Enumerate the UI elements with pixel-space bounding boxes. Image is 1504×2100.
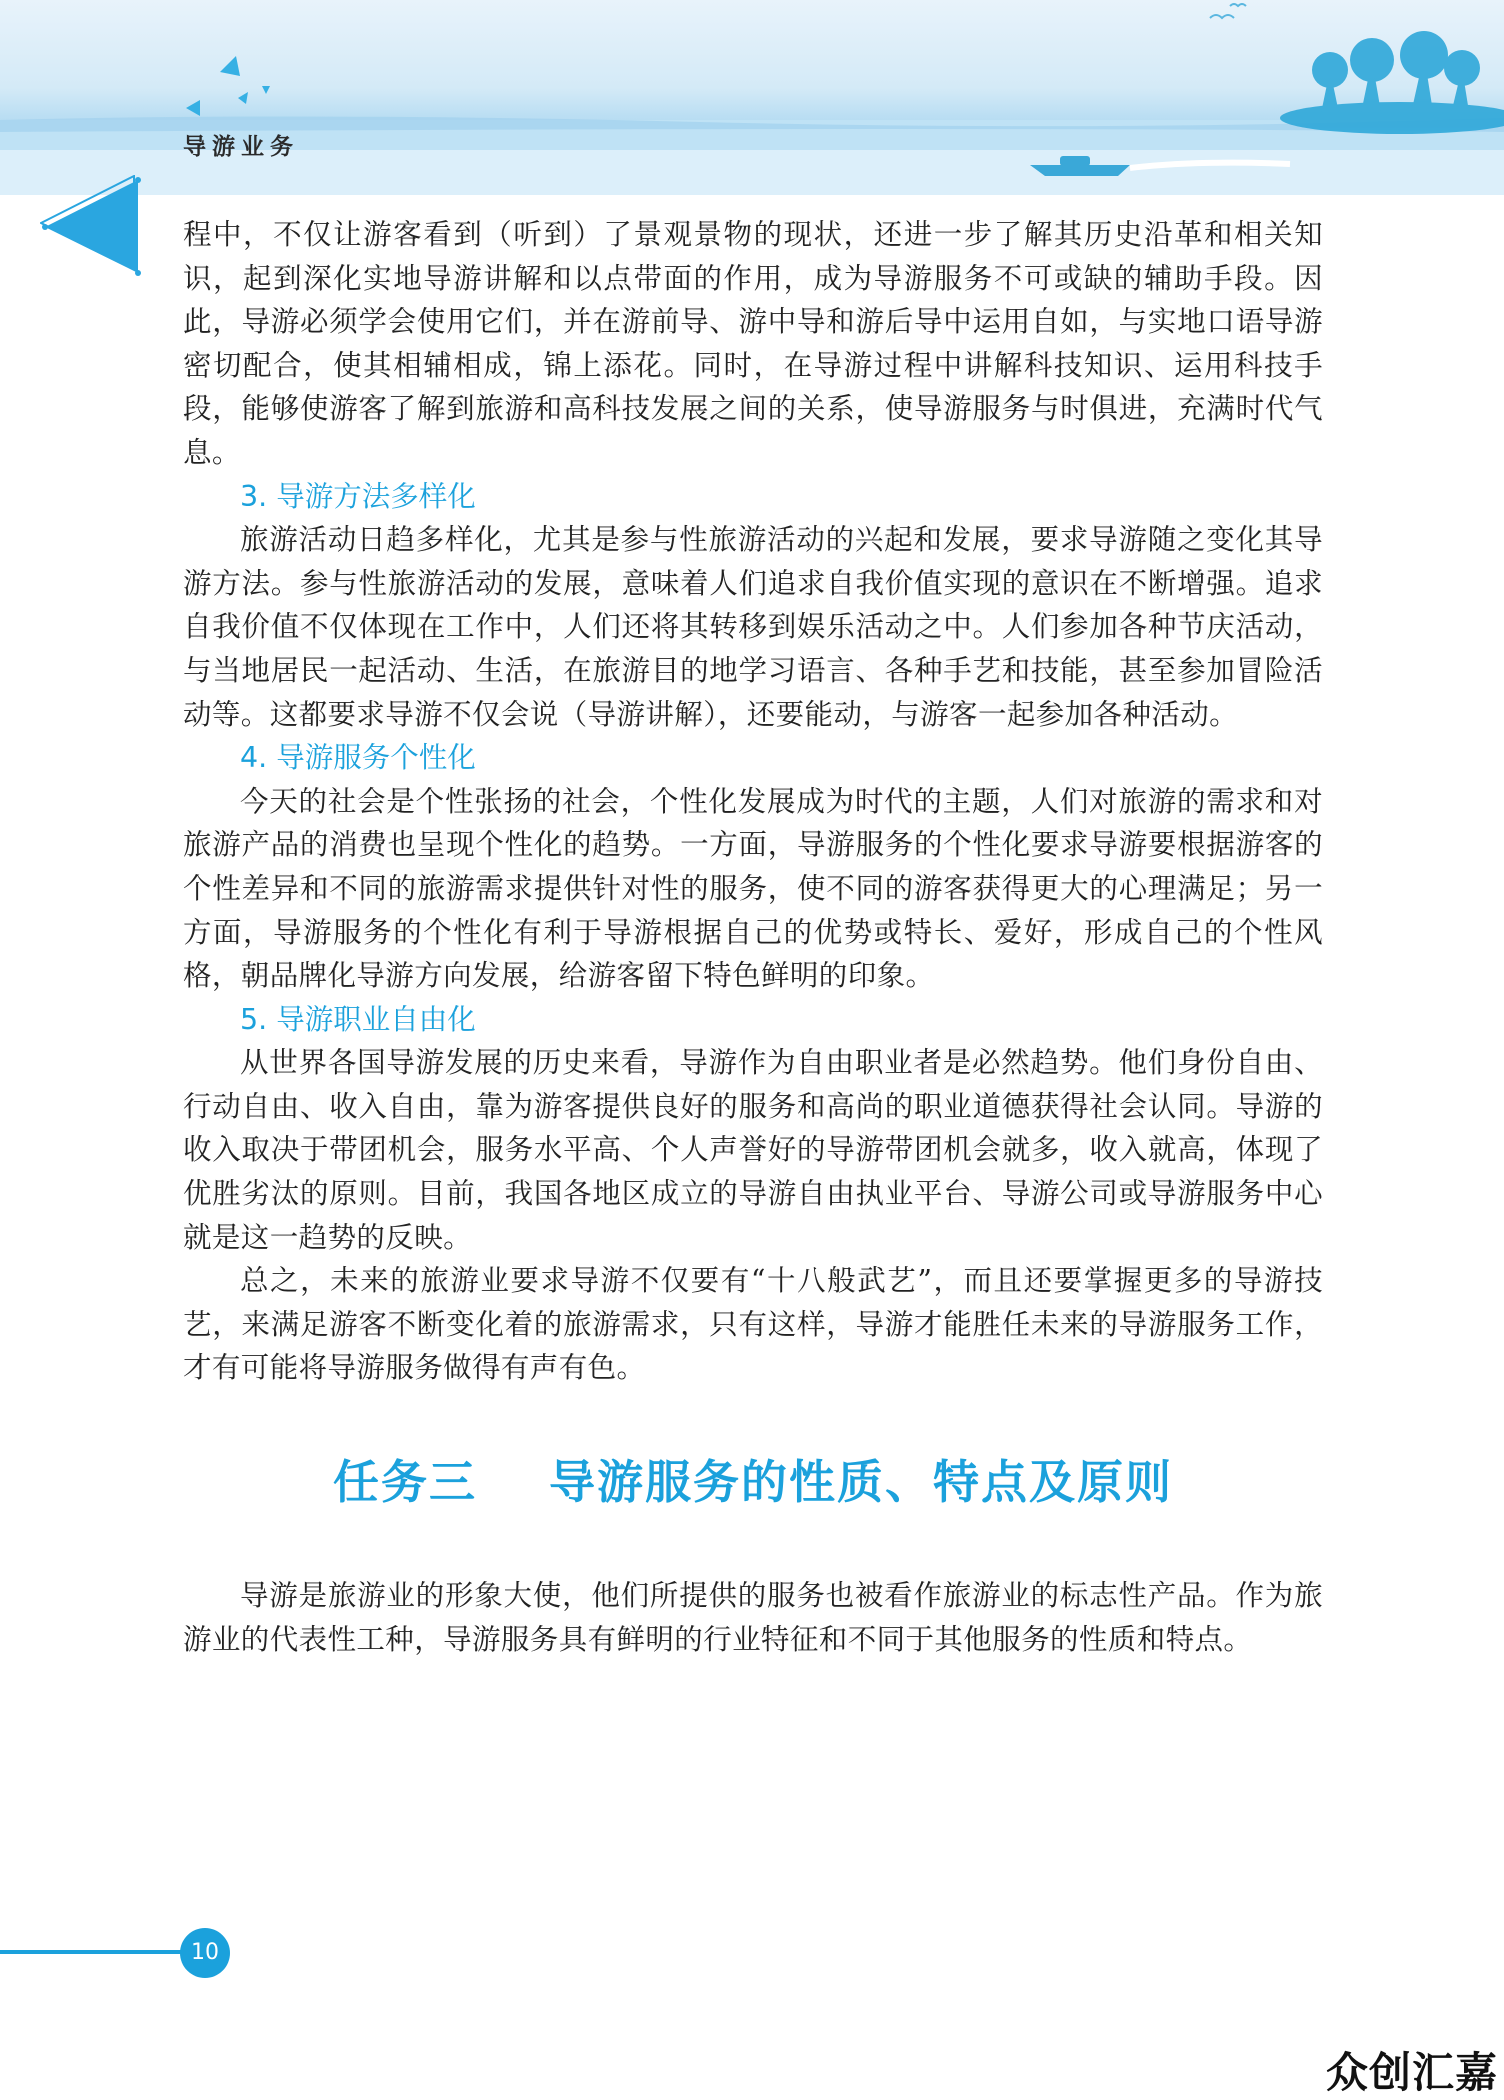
paragraph-continued: 程中，不仅让游客看到（听到）了景观景物的现状，还进一步了解其历史沿革和相关知识，起到深化实地导游讲解和以点带面的作用，成为导游服务不可或缺的辅助手段。因此，导游必须学会使用它们，并在游前导、游中导和游后导中运用自如，与实地口语导游密切配合，使其相辅相成，锦上添花。同时，在导游过程中讲解科技知识、运用科技手段，能够使游客了解到旅游和高科技发展之间的关系，使导游服务与时俱进，充满时代气息。 [183, 218, 1323, 469]
watermark: 众创汇嘉 [1325, 2048, 1498, 2097]
page-header-banner [0, 0, 1504, 195]
section-heading-personalization: 4. 导游服务个性化 [240, 741, 476, 775]
paragraph: 从世界各国导游发展的历史来看，导游作为自由职业者是必然趋势。他们身份自由、行动自由、收入自由，靠为游客提供良好的服务和高尚的职业道德获得社会认同。导游的收入取决于带团机会，服务水平高、个人声誉好的导游带团机会就多，收入就高，体现了优胜劣汰的原则。目前，我国各地区成立的导游自由执业平台、导游公司或导游服务中心就是这一趋势的反映。 [183, 1046, 1323, 1254]
paragraph: 今天的社会是个性张扬的社会，个性化发展成为时代的主题，人们对旅游的需求和对旅游产品的消费也呈现个性化的趋势。一方面，导游服务的个性化要求导游要根据游客的个性差异和不同的旅游需求提供针对性的服务，使不同的游客获得更大的心理满足；另一方面，导游服务的个性化有利于导游根据自己的优势或特长、爱好，形成自己的个性风格，朝品牌化导游方向发展，给游客留下特色鲜明的印象。 [183, 784, 1323, 993]
seascape-illustration [0, 0, 1504, 195]
island-palm-trees [1280, 31, 1504, 134]
book-title: 导游业务 [183, 134, 299, 160]
corner-triangle-decoration [40, 175, 150, 285]
paragraph: 导游是旅游业的形象大使，他们所提供的服务也被看作旅游业的标志性产品。作为旅游业的代表性工种，导游服务具有鲜明的行业特征和不同于其他服务的性质和特点。 [183, 1579, 1323, 1656]
page-number: 10 [180, 1928, 230, 1978]
section-heading-method-diversification: 3. 导游方法多样化 [240, 479, 476, 513]
seagulls [1210, 4, 1246, 18]
page-number-rule [0, 1950, 190, 1954]
paragraph: 总之，未来的旅游业要求导游不仅要有“十八般武艺”，而且还要掌握更多的导游技艺，来满足游客不断变化着的旅游需求，只有这样，导游才能胜任未来的导游服务工作，才有可能将导游服务做得有声有色。 [183, 1264, 1323, 1385]
section-heading-freelance: 5. 导游职业自由化 [240, 1002, 476, 1036]
paragraph: 旅游活动日趋多样化，尤其是参与性旅游活动的兴起和发展，要求导游随之变化其导游方法。参与性旅游活动的发展，意味着人们追求自我价值实现的意识在不断增强。追求自我价值不仅体现在工作中，人们还将其转移到娱乐活动之中。人们参加各种节庆活动，与当地居民一起活动、生活，在旅游目的地学习语言、各种手艺和技能，甚至参加冒险活动等。这都要求导游不仅会说（导游讲解），还要能动，与游客一起参加各种活动。 [183, 523, 1323, 731]
page-body [183, 213, 1323, 1661]
task-title: 任务三 导游服务的性质、特点及原则 [332, 1455, 1174, 1510]
decorative-triangles [186, 56, 270, 116]
